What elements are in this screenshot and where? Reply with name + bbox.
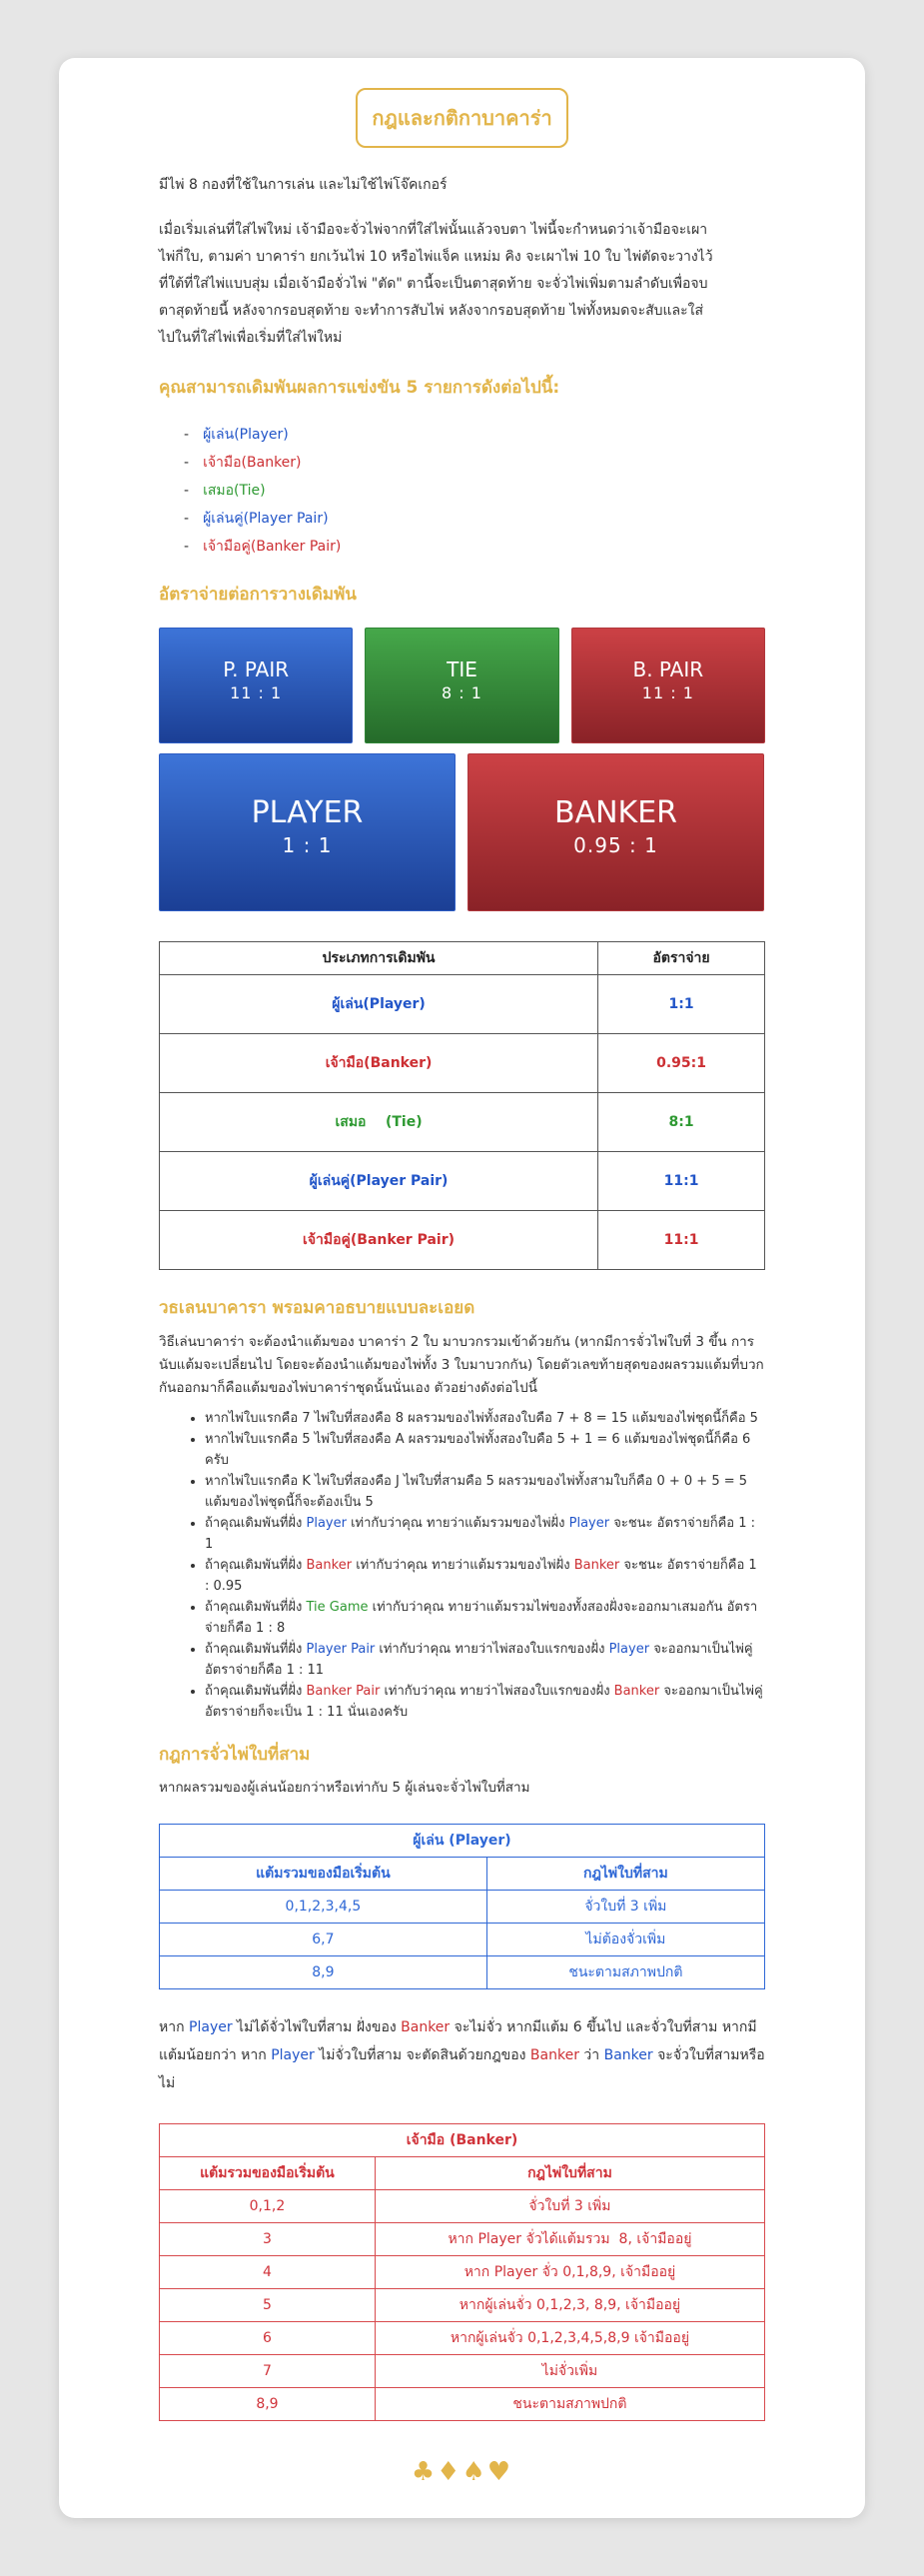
table-row: ผู้เล่น(Player) 1:1 [160,975,765,1034]
list-item: - เจ้ามือ(Banker) [184,455,302,471]
table-row: 5 หากผู้เล่นจั่ว 0,1,2,3, 8,9, เจ้ามืออยู่ [160,2289,765,2322]
table-row: 6 หากผู้เล่นจั่ว 0,1,2,3,4,5,8,9 เจ้ามืออยู่ [160,2322,765,2355]
how-to-play-heading: วธเลนบาคารา พรอมคาอธบายแบบละเอยด [159,1298,475,1318]
intro-paragraph-2: เมื่อเริ่มเล่นที่ใส่ไพ่ใหม่ เจ้ามือจะจั่วไพ่จากที่ใส่ไพ่นั้นแล้วจบตา ไพ่นี้จะกำหนดว่าเจ้ามือจะเผา ไพ่กี่ใบ, ตามค่า บาคาร่า ยกเว้นไพ่ 10 หรือไพ่แจ็ค แหม่ม คิง จะเผาไพ่ 10 ใบ ไพ่ตัดจะวางไว้ ที่ใต้ที่ใส่ไพ่แบบสุ่ม เมื่อเจ้ามือจั่วไพ่ "ตัด" ตานี้จะเป็นตาสุดท้าย จะจั่วไพ่เพิ่มตามลำดับเพื่อจบ ตาสุดท้ายนี้ หลังจากรอบสุดท้าย จะทำการสับไพ่ หลังจากรอบสุดท้าย ไพ่ทั้งหมดจะสับและใส่ ไปในที่ใส่ไพ่เพื่อเริ่มที่ใส่ไพ่ใหม่ [159,222,713,346]
tile-player-pair: P. PAIR 11 : 1 [159,628,353,743]
table-row: เจ้ามือคู่(Banker Pair) 11:1 [160,1211,765,1270]
list-item: • ถ้าคุณเดิมพันที่ฝั่ง Player Pair เท่ากับว่าคุณ ทายว่าไพ่สองใบแรกของฝั่ง Player จะออกมาเป็นไพ่คู่ อัตราจ่ายก็คือ 1 : 11 [205,1639,765,1681]
table-row: 0,1,2,3,4,5 จั่วใบที่ 3 เพิ่ม [160,1891,765,1924]
list-item: • หากไพ่ใบแรกคือ K ไพ่ใบที่สองคือ J ไพ่ใบที่สามคือ 5 ผลรวมของไพ่ทั้งสามใบก็คือ 0 + 0 + 5 = 5 แต้มของไพ่ชุดนี้ก็จะต้องเป็น 5 [205,1471,765,1513]
tile-tie: TIE 8 : 1 [365,628,558,743]
player-rules-table: ผู้เล่น (Player) แต้มรวมของมือเริ่มต้น กฎไพ่ใบที่สาม 0,1,2,3,4,5 จั่วใบที่ 3 เพิ่ม 6,7 ไม่ต้องจั่วเพิ่ม 8,9 ชนะตามสภาพปกติ [159,1824,765,1989]
odds-table: ประเภทการเดิมพัน อัตราจ่าย ผู้เล่น(Player) 1:1 เจ้ามือ(Banker) 0.95:1 เสมอ (Tie) 8:1 ผู้เล่นคู่(Player Pair) 11:1 เจ้ามือคู่(Banker Pair) 11:1 [159,941,765,1270]
table-row: 7 ไม่จั่วเพิ่ม [160,2355,765,2388]
bet-tiles [159,628,765,911]
list-item: • ถ้าคุณเดิมพันที่ฝั่ง Player เท่ากับว่าคุณ ทายว่าแต้มรวมของไพ่ฝั่ง Player จะชนะ อัตราจ่ายก็คือ 1 : 1 [205,1513,765,1555]
table-row: 3 หาก Player จั่วได้แต้มรวม 8, เจ้ามืออยู่ [160,2223,765,2256]
third-card-heading: กฎการจั่วไพ่ใบที่สาม [159,1745,311,1765]
list-item: • ถ้าคุณเดิมพันที่ฝั่ง Banker เท่ากับว่าคุณ ทายว่าแต้มรวมของไพ่ฝั่ง Banker จะชนะ อัตราจ่ายก็คือ 1 : 0.95 [205,1555,765,1597]
list-item: - เจ้ามือคู่(Banker Pair) [184,539,342,555]
table-row: ผู้เล่นคู่(Player Pair) 11:1 [160,1152,765,1211]
list-item: - ผู้เล่น(Player) [184,427,289,443]
list-item: • ถ้าคุณเดิมพันที่ฝั่ง Banker Pair เท่ากับว่าคุณ ทายว่าไพ่สองใบแรกของฝั่ง Banker จะออกมาเป็นไพ่คู่ อัตราจ่ายก็จะเป็น 1 : 11 นั่นเองครับ [205,1681,765,1723]
page-title: กฎและกติกาบาคาร่า [356,88,567,148]
banker-rules-table: เจ้ามือ (Banker) แต้มรวมของมือเริ่มต้น กฎไพ่ใบที่สาม 0,1,2 จั่วใบที่ 3 เพิ่ม 3 หาก Player จั่วได้แต้มรวม 8, เจ้ามืออยู่ 4 หาก Player จั่ว 0,1,8,9, เจ้ามืออยู่ 5 หากผู้เล่นจั่ว 0,1,2,3, 8,9, เจ้ามืออยู่ 6 หากผู้เล่นจั่ว 0,1,2,3,4,5,8,9 เจ้ามืออยู่ 7 ไม่จั่วเพิ่ม 8,9 ชนะตามสภาพปกติ [159,2123,765,2421]
tile-player: PLAYER 1 : 1 [159,753,456,911]
tile-banker-pair: B. PAIR 11 : 1 [571,628,765,743]
table-row: 8,9 ชนะตามสภาพปกติ [160,2388,765,2421]
banker-rule-paragraph: หาก Player ไม่ได้จั่วไพ่ใบที่สาม ฝั่งของ Banker จะไม่จั่ว หากมีแต้ม 6 ขึ้นไป และจั่วใบที่สาม หากมีแต้มน้อยกว่า หาก Player ไม่จั่วใบที่สาม จะตัดสินด้วยกฎของ Banker ว่า Banker จะจั่วใบที่สามหรือไม่ [159,2019,765,2091]
card-suits-icon: ♣♦♠♥ [411,2457,513,2487]
table-row: เสมอ (Tie) 8:1 [160,1093,765,1152]
tile-banker: BANKER 0.95 : 1 [467,753,764,911]
intro-paragraph-1: มีไพ่ 8 กองที่ใช้ในการเล่น และไม่ใช้ไพ่โจ๊คเกอร์ [159,177,448,193]
how-to-play-list [159,1408,765,1723]
list-item: • หากไพ่ใบแรกคือ 5 ไพ่ใบที่สองคือ A ผลรวมของไพ่ทั้งสองใบคือ 5 + 1 = 6 แต้มของไพ่ชุดนี้ก็คือ 6 ครับ [205,1429,765,1471]
list-item: - ผู้เล่นคู่(Player Pair) [184,511,329,527]
list-item: - เสมอ(Tie) [184,483,266,499]
third-card-intro: หากผลรวมของผู้เล่นน้อยกว่าหรือเท่ากับ 5 ผู้เล่นจะจั่วไพ่ใบที่สาม [159,1780,530,1796]
table-row: 4 หาก Player จั่ว 0,1,8,9, เจ้ามืออยู่ [160,2256,765,2289]
how-to-play-paragraph: วิธีเล่นบาคาร่า จะต้องนำแต้มของ บาคาร่า 2 ใบ มาบวกรวมเข้าด้วยกัน (หากมีการจั่วไพ่ใบที่ 3 ขึ้น การนับแต้มจะเปลี่ยนไป โดยจะต้องนำแต้มของไพ่ทั้ง 3 ใบมาบวกกัน) โดยตัวเลขท้ายสุดของผลรวมแต้มที่บวกกันออกมาก็คือแต้มของไพ่บาคาร่าชุดนั้นนั่นเอง ตัวอย่างดังต่อไปนี้ [159,1334,764,1396]
bet-list [159,421,765,561]
odds-heading: อัตราจ่ายต่อการวางเดิมพัน [159,585,357,605]
rules-card [59,58,865,2518]
bets-heading: คุณสามารถเดิมพันผลการแข่งขัน 5 รายการดังต่อไปนี้: [159,378,560,398]
table-row: เจ้ามือ(Banker) 0.95:1 [160,1034,765,1093]
list-item: • ถ้าคุณเดิมพันที่ฝั่ง Tie Game เท่ากับว่าคุณ ทายว่าแต้มรวมไพ่ของทั้งสองฝั่งจะออกมาเสมอกัน อัตราจ่ายก็คือ 1 : 8 [205,1597,765,1639]
table-row: 6,7 ไม่ต้องจั่วเพิ่ม [160,1924,765,1956]
table-row: 8,9 ชนะตามสภาพปกติ [160,1956,765,1989]
table-row: 0,1,2 จั่วใบที่ 3 เพิ่ม [160,2190,765,2223]
list-item: • หากไพ่ใบแรกคือ 7 ไพ่ใบที่สองคือ 8 ผลรวมของไพ่ทั้งสองใบคือ 7 + 8 = 15 แต้มของไพ่ชุดนี้ก็คือ 5 [205,1408,765,1429]
